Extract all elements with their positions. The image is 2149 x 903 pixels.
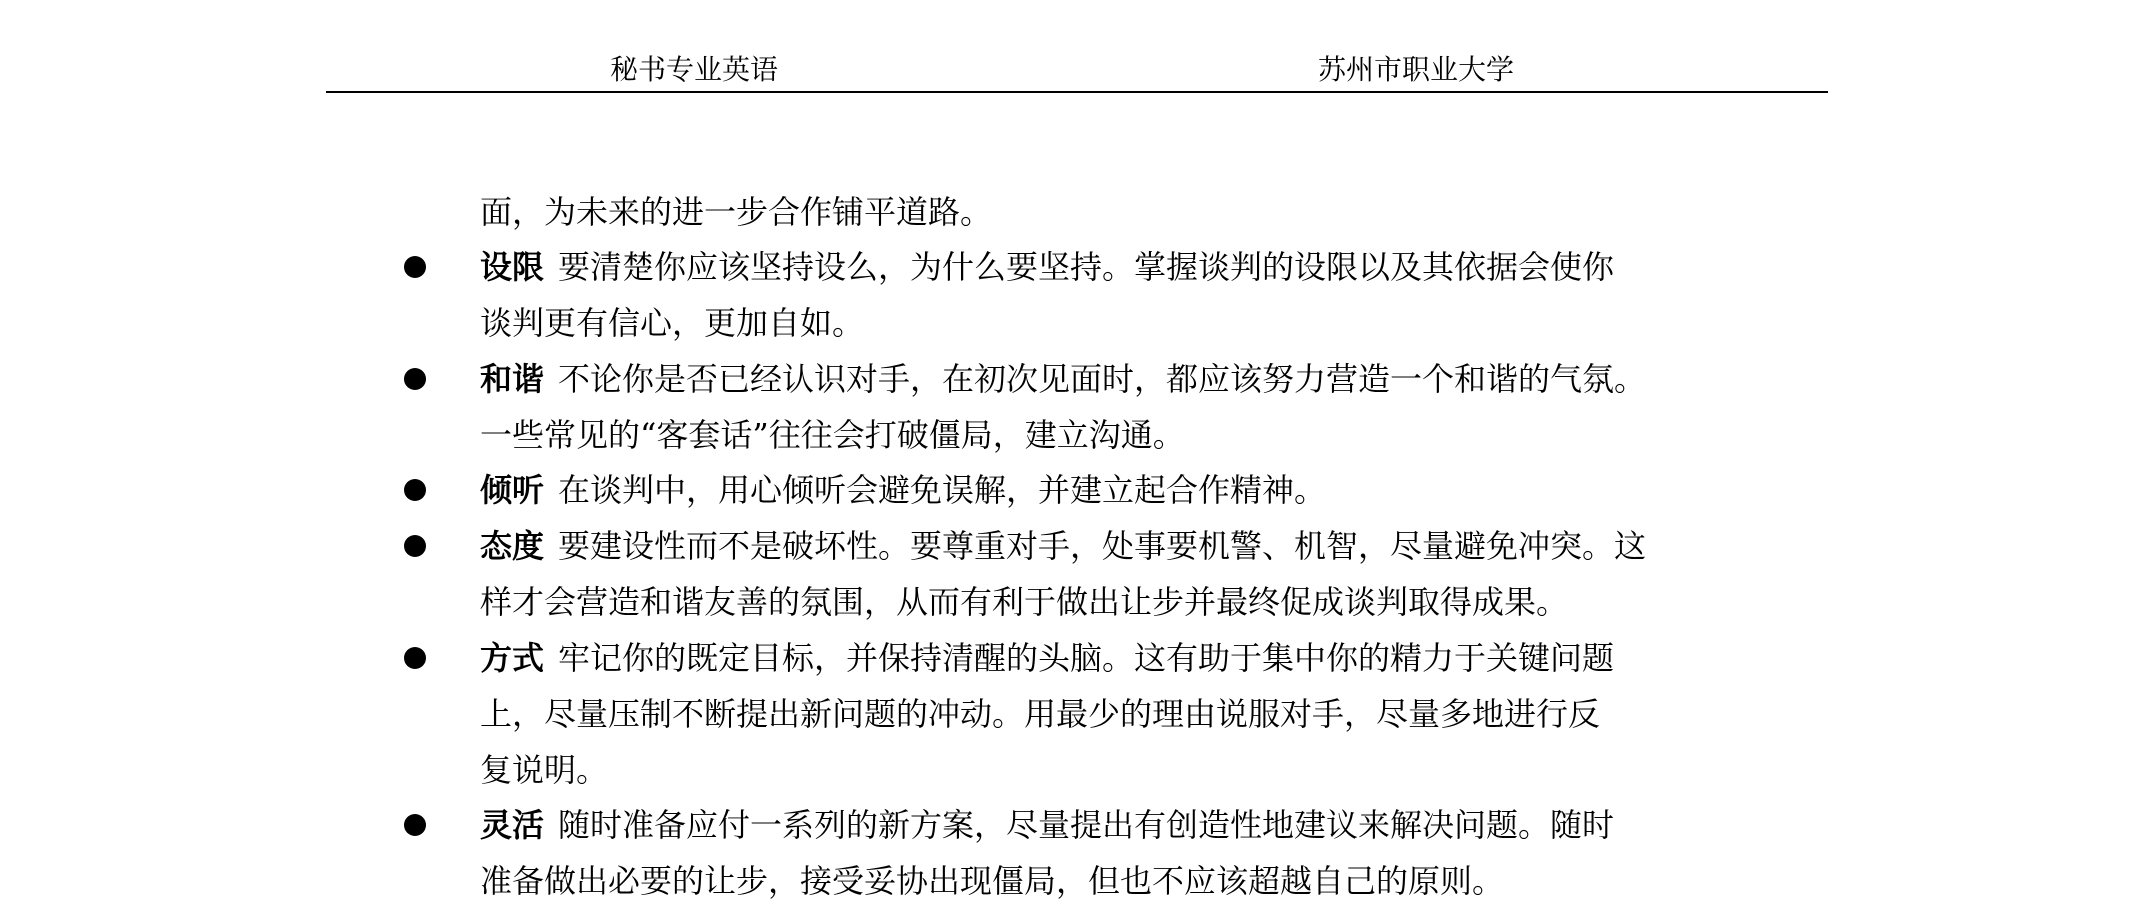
item-text: 要清楚你应该坚持设么，为什么要坚持。掌握谈判的设限以及其依据会使你	[558, 248, 1615, 286]
bullet-icon	[404, 479, 426, 501]
list-item	[480, 524, 1646, 568]
header-institution: 苏州市职业大学	[1318, 53, 1515, 86]
bullet-icon	[404, 647, 426, 669]
list-item	[480, 636, 1614, 680]
header-course-title: 秘书专业英语	[610, 53, 779, 86]
list-item	[480, 245, 1614, 289]
item-text: 不论你是否已经认识对手，在初次见面时，都应该努力营造一个和谐的气氛。	[558, 360, 1647, 398]
item-term: 方式	[480, 639, 545, 677]
item-term: 设限	[480, 248, 545, 286]
item-term: 灵活	[480, 806, 545, 844]
item-text-continuation: 样才会营造和谐友善的氛围，从而有利于做出让步并最终促成谈判取得成果。	[480, 583, 1569, 621]
item-term: 态度	[480, 527, 545, 565]
item-text-continuation: 上，尽量压制不断提出新问题的冲动。用最少的理由说服对手，尽量多地进行反	[480, 695, 1601, 733]
item-text: 随时准备应付一系列的新方案，尽量提出有创造性地建议来解决问题。随时	[558, 806, 1615, 844]
list-item	[480, 803, 1614, 847]
bullet-icon	[404, 814, 426, 836]
bullet-icon	[404, 368, 426, 390]
list-item	[480, 468, 1326, 512]
item-term: 倾听	[480, 471, 545, 509]
item-term: 和谐	[480, 360, 545, 398]
item-text: 牢记你的既定目标，并保持清醒的头脑。这有助于集中你的精力于关键问题	[558, 639, 1615, 677]
item-text: 要建设性而不是破坏性。要尊重对手，处事要机警、机智，尽量避免冲突。这	[558, 527, 1647, 565]
continuation-line: 面，为未来的进一步合作铺平道路。	[480, 193, 993, 231]
item-text: 在谈判中，用心倾听会避免误解，并建立起合作精神。	[558, 471, 1327, 509]
item-text-continuation: 一些常见的“客套话”往往会打破僵局，建立沟通。	[480, 416, 1185, 454]
bullet-icon	[404, 256, 426, 278]
list-item	[480, 357, 1646, 401]
item-text-continuation: 复说明。	[480, 751, 609, 789]
item-text-continuation: 准备做出必要的让步，接受妥协出现僵局，但也不应该超越自己的原则。	[480, 862, 1505, 900]
bullet-icon	[404, 535, 426, 557]
item-text-continuation: 谈判更有信心，更加自如。	[480, 304, 865, 342]
